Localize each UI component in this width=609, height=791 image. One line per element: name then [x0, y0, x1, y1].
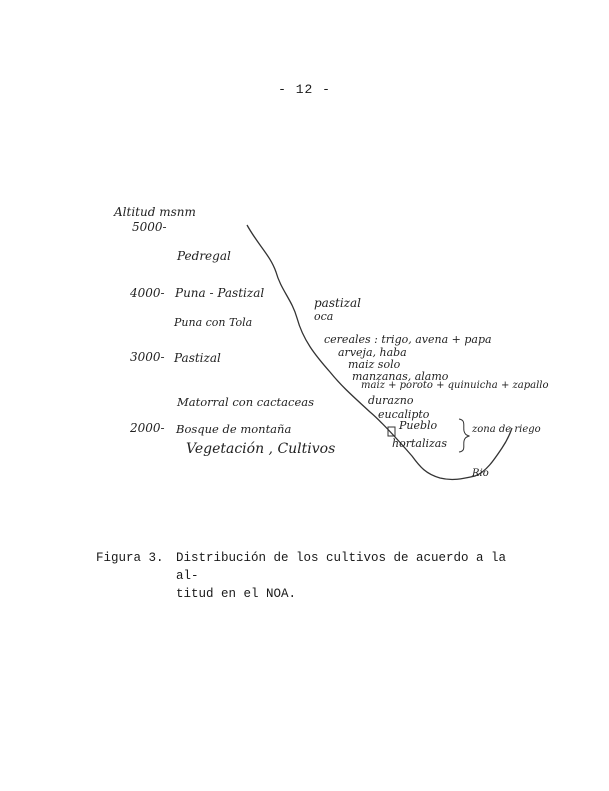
crop-cereales: cereales : trigo, avena + papa: [324, 333, 492, 346]
altitude-3000: 3000-: [130, 350, 165, 364]
page-number: - 12 -: [278, 82, 331, 97]
label-rio: Rio: [472, 468, 489, 479]
zone-matorral: Matorral con cactaceas: [177, 395, 315, 409]
caption-line-1: Distribución de los cultivos de acuerdo a la al-: [176, 551, 507, 583]
label-pueblo: Pueblo: [399, 419, 438, 432]
irrigation-brace: [459, 419, 469, 452]
crop-oca: oca: [314, 310, 334, 323]
crop-maiz-solo: maiz solo: [348, 358, 401, 371]
caption-line-2: titud en el NOA.: [176, 587, 297, 601]
zone-pastizal: Pastizal: [174, 351, 221, 365]
label-zona-de-riego: zona de riego: [472, 424, 541, 435]
altitude-5000: 5000-: [132, 220, 167, 234]
altitude-axis-title: Altitud msnm: [114, 205, 196, 219]
label-hortalizas: hortalizas: [392, 437, 447, 450]
zone-vegetacion-cultivos: Vegetación , Cultivos: [186, 441, 336, 457]
caption-label: Figura 3.: [96, 551, 164, 565]
crop-durazno: durazno: [368, 394, 414, 407]
crop-maiz-poroto: maiz + poroto + quinuicha + zapallo: [361, 380, 549, 391]
altitude-2000: 2000-: [130, 421, 165, 435]
altitude-4000: 4000-: [130, 286, 165, 300]
crop-pastizal: pastizal: [314, 296, 361, 310]
zone-puna-con-tola: Puna con Tola: [174, 316, 253, 329]
zone-bosque: Bosque de montaña: [176, 422, 292, 436]
crop-arveja-haba: arveja, haba: [338, 346, 407, 359]
crop-manzanas-alamo: manzanas, alamo: [352, 370, 449, 383]
zone-pedregal: Pedregal: [177, 249, 231, 263]
zone-puna-pastizal: Puna - Pastizal: [175, 286, 265, 300]
crop-eucalipto: eucalipto: [378, 408, 430, 421]
figure-caption: [96, 549, 536, 603]
